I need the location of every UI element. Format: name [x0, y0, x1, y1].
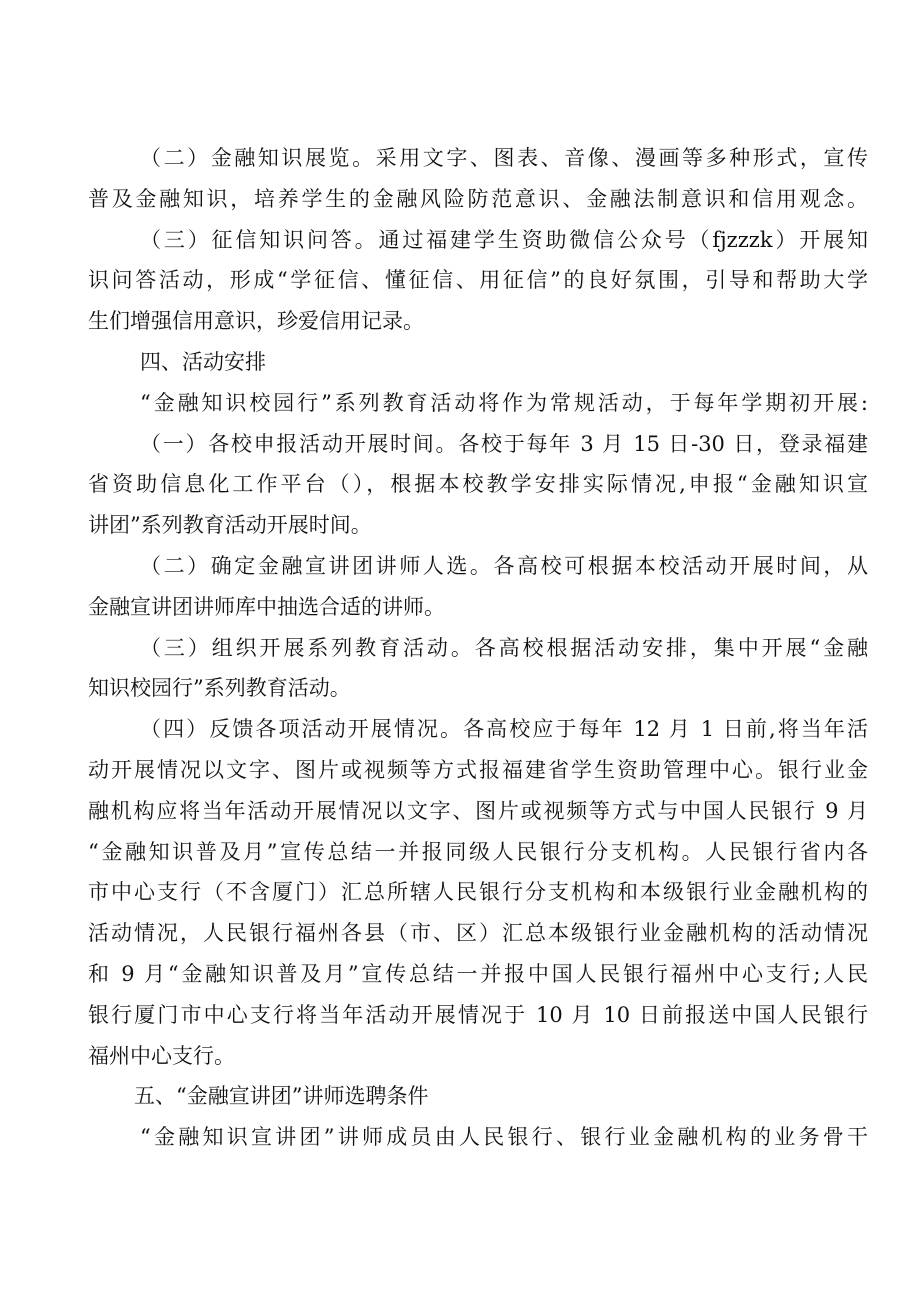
paragraph-line: （四）反馈各项活动开展情况。各高校应于每年 12 月 1 日前,将当年活	[140, 717, 868, 742]
paragraph-line: （一）各校申报活动开展时间。各校于每年 3 月 15 日-30 日，登录福建	[140, 431, 868, 456]
paragraph-line: 生们增强信用意识，珍爱信用记录。	[88, 309, 424, 334]
paragraph-line: 普及金融知识，培养学生的金融风险防范意识、金融法制意识和信用观念。	[88, 186, 868, 211]
paragraph-line: 银行厦门市中心支行将当年活动开展情况于 10 月 10 日前报送中国人民银行	[88, 1002, 868, 1027]
paragraph-line: （三）征信知识问答。通过福建学生资助微信公众号（fjzzzk）开展知	[140, 227, 868, 252]
paragraph-line: 和 9 月“金融知识普及月”宣传总结一并报中国人民银行福州中心支行;人民	[88, 961, 868, 986]
paragraph-line: 识问答活动，形成“学征信、懂征信、用征信”的良好氛围，引导和帮助大学	[88, 268, 868, 293]
paragraph-line: 省资助信息化工作平台（），根据本校教学安排实际情况,申报“金融知识宣	[88, 472, 868, 497]
paragraph-line: 福州中心支行。	[88, 1043, 235, 1068]
paragraph-line: 金融宣讲团讲师库中抽选合适的讲师。	[88, 594, 445, 619]
paragraph-line: （二）确定金融宣讲团讲师人选。各高校可根据本校活动开展时间，从	[140, 553, 868, 578]
paragraph-line: 活动情况，人民银行福州各县（市、区）汇总本级银行业金融机构的活动情况	[88, 921, 868, 946]
paragraph-line: 讲团”系列教育活动开展时间。	[88, 513, 372, 538]
paragraph-line: “金融知识普及月”宣传总结一并报同级人民银行分支机构。人民银行省内各	[88, 839, 868, 864]
paragraph-line: （三）组织开展系列教育活动。各高校根据活动安排，集中开展“金融	[140, 635, 868, 660]
section-heading: 四、活动安排	[140, 349, 266, 374]
paragraph-line: “金融知识校园行”系列教育活动将作为常规活动，于每年学期初开展:	[140, 390, 868, 415]
paragraph-line: 知识校园行”系列教育活动。	[88, 676, 351, 701]
paragraph-line: 融机构应将当年活动开展情况以文字、图片或视频等方式与中国人民银行 9 月	[88, 798, 868, 823]
paragraph-line: 动开展情况以文字、图片或视频等方式报福建省学生资助管理中心。银行业金	[88, 757, 868, 782]
paragraph-line: “金融知识宣讲团”讲师成员由人民银行、银行业金融机构的业务骨干	[140, 1125, 868, 1150]
section-heading: 五、“金融宣讲团”讲师选聘条件	[134, 1084, 429, 1109]
paragraph-line: 市中心支行（不含厦门）汇总所辖人民银行分支机构和本级银行业金融机构的	[88, 880, 868, 905]
document-body	[88, 138, 868, 1158]
paragraph-line: （二）金融知识展览。采用文字、图表、音像、漫画等多种形式，宣传	[140, 146, 868, 170]
